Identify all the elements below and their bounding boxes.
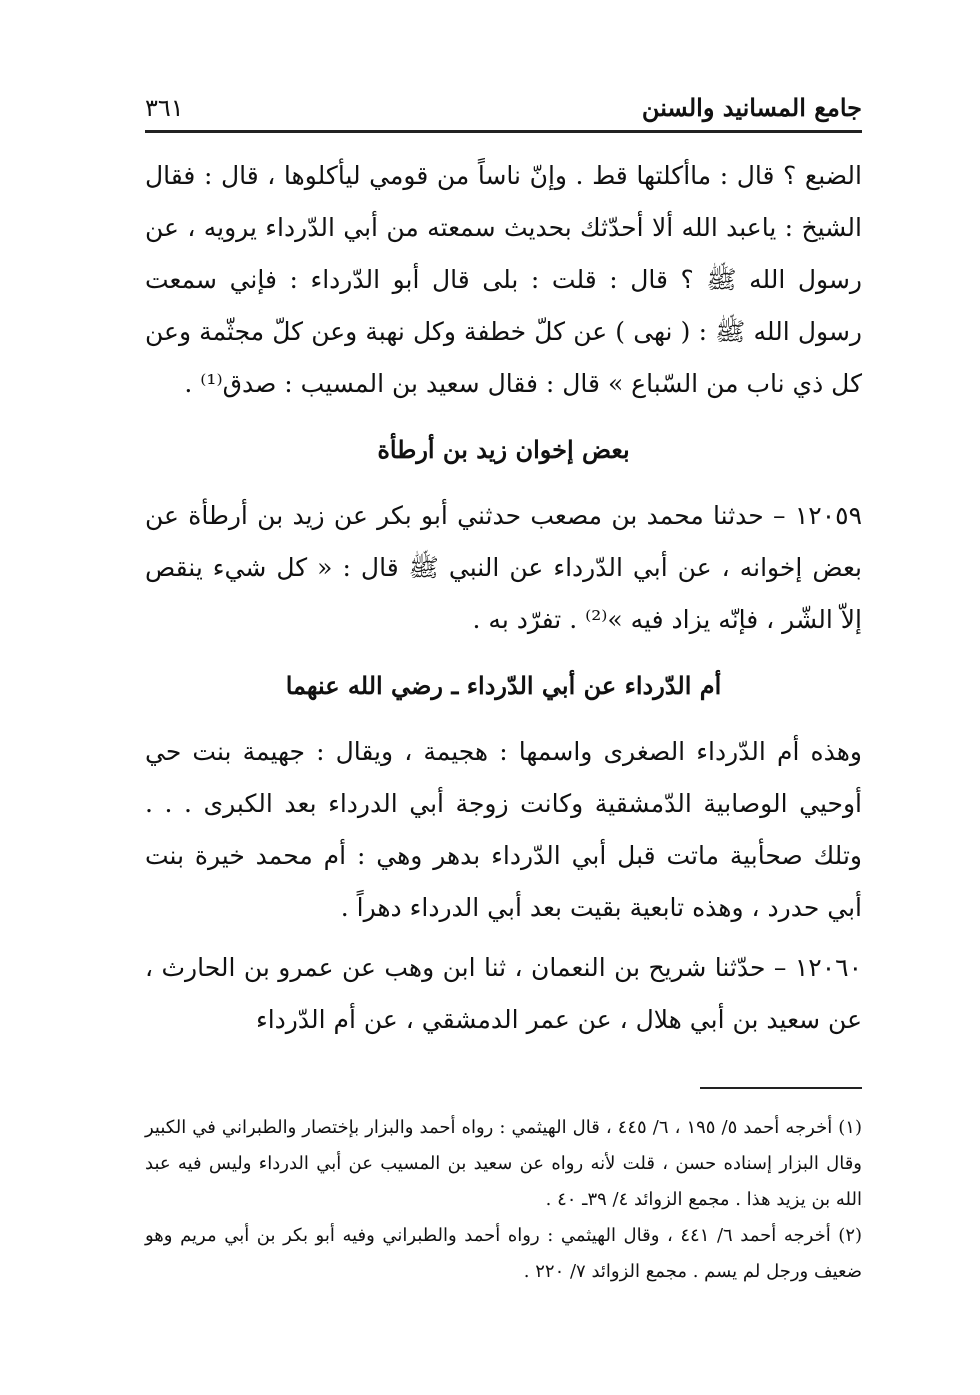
main-text <box>145 150 862 1046</box>
paragraph-4: ١٢٠٦٠ – حدّثنا شريح بن النعمان ، ثنا ابن وهب عن عمرو بن الحارث ، عن سعيد بن أبي هلال ، عن عمر الدمشقي ، عن أم الدّرداء <box>145 953 862 1034</box>
footnotes <box>145 1110 862 1290</box>
paragraph-1: الضبع ؟ قال : ماأكلتها قط . وإنّ ناساً من قومي ليأكلوها ، قال : فقال الشيخ : ياعبد الله ألا أحدّثك بحديث سمعته من أبي الدّرداء يرويه ، عن رسول الله ﷺ ؟ قال : قلت : بلى قال أبو الدّرداء : فإني سمعت رسول الله ﷺ : ( نهى ) عن كلّ خطفة وكل نهبة وعن كلّ مجثّمة وعن كل ذي ناب من السّباع » قال : فقال سعيد بن المسيب : صدق⁽¹⁾ . <box>145 161 862 398</box>
footnote-1: (١) أخرجه أحمد ٥/ ١٩٥ ، ٦/ ٤٤٥ ، قال الهيثمي : رواه أحمد والبزار بإختصار والطبراني في الكبير وقال البزار إسناده حسن ، قلت لأنه رواه عن سعيد بن المسيب عن أبي الدرداء وليس فيه عبد الله بن يزيد هذا . مجمع الزوائد ٤/ ٣٩ـ ٤٠ . <box>145 1117 862 1210</box>
paragraph-2: ١٢٠٥٩ – حدثنا محمد بن مصعب حدثني أبو بكر عن زيد بن أرطأة عن بعض إخوانه ، عن أبي الدّرداء عن النبي ﷺ قال : « كل شيء ينقص إلاّ الشّر ، فإنّه يزاد فيه »⁽²⁾ . تفرّد به . <box>145 501 862 634</box>
section-heading-1: بعض إخوان زيد بن أرطأة <box>377 435 630 464</box>
footnote-rule <box>700 1087 862 1089</box>
footnote-2: (٢) أخرجه أحمد ٦/ ٤٤١ ، وقال الهيثمي : رواه أحمد والطبراني وفيه أبو بكر بن أبي مريم وهو ضعيف ورجل لم يسم . مجمع الزوائد ٧/ ٢٢٠ . <box>145 1225 863 1282</box>
page-header <box>145 86 862 122</box>
paragraph-3: وهذه أم الدّرداء الصغرى واسمها : هجيمة ، ويقال : جهيمة بنت حي أوحيي الوصابية الدّمشقية وكانت زوجة أبي الدرداء بعد الكبرى . . . وتلك صحأبية ماتت قبل أبي الدّرداء بدهر وهي : أم محمد خيرة بنت أبي حدرد ، وهذه تابعية بقيت بعد أبي الدرداء دهراً . <box>145 737 862 922</box>
running-title: جامع المسانيد والسنن <box>641 93 862 122</box>
section-heading-2: أم الدّرداء عن أبي الدّرداء ـ رضي الله عنهما <box>285 671 722 700</box>
header-rule <box>145 130 862 133</box>
page-number: ٣٦١ <box>145 94 184 122</box>
